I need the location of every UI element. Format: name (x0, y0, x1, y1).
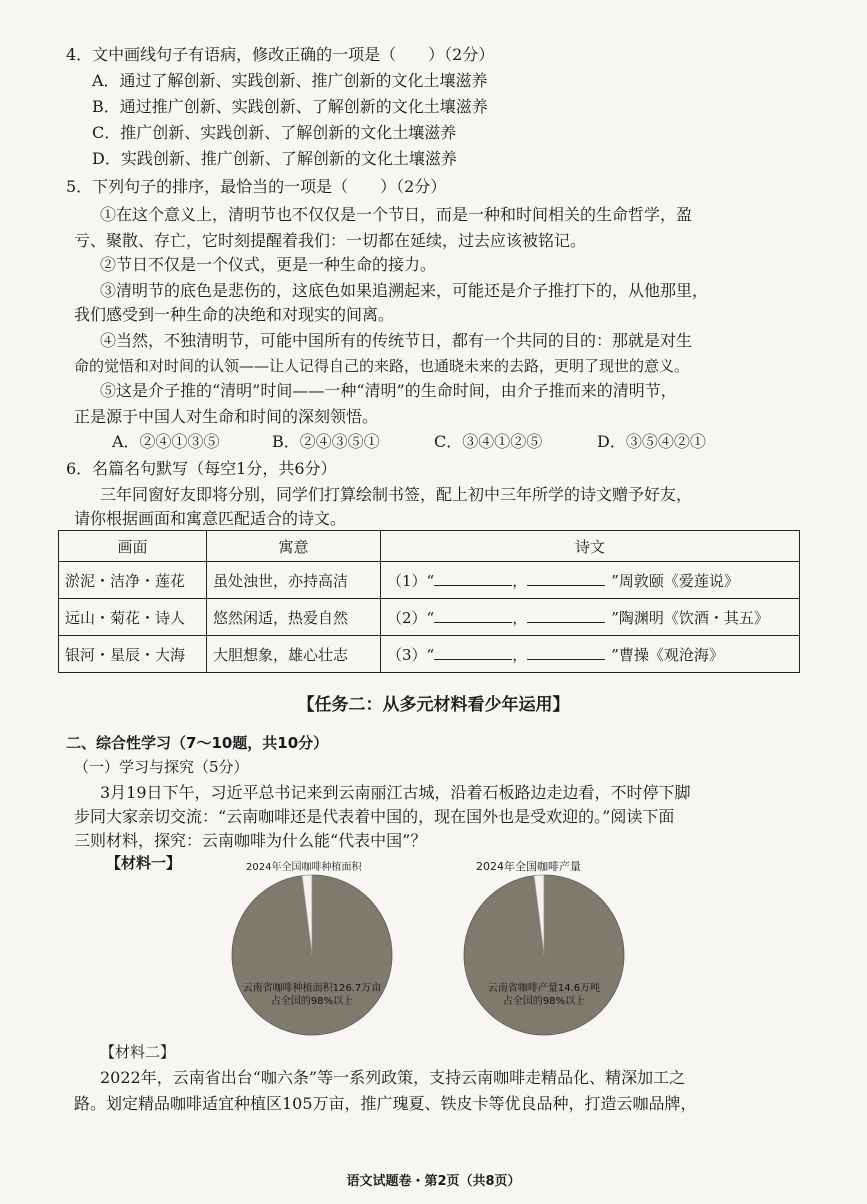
blank-separator: ， (512, 608, 528, 627)
pie-title: 2024年全国咖啡产量 (476, 860, 581, 873)
q6-stem: 6．名篇名句默写（每空1分，共6分） (66, 459, 337, 478)
q5-line: 我们感受到一种生命的决绝和对现实的间离。 (74, 305, 395, 324)
q6-intro: 请你根据画面和寓意匹配适合的诗文。 (74, 509, 347, 528)
poem-source: ”陶渊明《饮酒・其五》 (611, 608, 769, 627)
q4-option-d: D．实践创新、推广创新、了解创新的文化土壤滋养 (92, 149, 457, 168)
scene-cell: 银河・星辰・大海 (59, 636, 207, 673)
q4-option-a: A．通过了解创新、实践创新、推广创新的文化土壤滋养 (92, 71, 488, 90)
paragraph-line: 三则材料，探究：云南咖啡为什么能“代表中国”？ (74, 831, 427, 850)
q5-option-b: B．②④③⑤① (272, 432, 380, 451)
material-two-label: 【材料二】 (100, 1043, 176, 1061)
pie-annotation: 云南省咖啡产量14.6万吨 (487, 983, 601, 994)
q5-option-a: A．②④①③⑤ (112, 432, 220, 451)
scene-cell: 淤泥・洁净・莲花 (59, 562, 207, 599)
q5-option-c: C．③④①②⑤ (434, 432, 543, 451)
q4-option-b: B．通过推广创新、实践创新、了解创新的文化土壤滋养 (92, 97, 488, 116)
blank-number: （2）“ (387, 608, 435, 627)
meaning-cell: 大胆想象，雄心壮志 (207, 636, 381, 673)
q5-line: 亏、聚散、存亡，它时刻提醒着我们：一切都在延续，过去应该被铭记。 (74, 231, 587, 250)
q5-line: ②节日不仅是一个仪式，更是一种生命的接力。 (100, 255, 437, 274)
paragraph-line: 步同大家亲切交流：“云南咖啡还是代表着中国的，现在国外也是受欢迎的。”阅读下面 (74, 807, 675, 826)
header-poem: 诗文 (381, 531, 800, 562)
material-one-label: 【材料一】 (106, 854, 182, 872)
poem-source: ”周敦颐《爱莲说》 (611, 571, 739, 590)
header-scene: 画面 (59, 531, 207, 562)
subsection-heading: （一）学习与探究（5分） (74, 758, 249, 776)
scene-cell: 远山・菊花・诗人 (59, 599, 207, 636)
blank-separator: ， (512, 571, 528, 590)
paragraph-line: 3月19日下午，习近平总书记来到云南丽江古城，沿着石板路边走边看，不时停下脚 (100, 783, 691, 802)
q5-stem: 5．下列句子的排序，最恰当的一项是（ ）（2分） (66, 177, 447, 196)
q4-stem: 4．文中画线句子有语病，修改正确的一项是（ ）（2分） (66, 45, 495, 64)
blank-number: （1）“ (387, 571, 435, 590)
q4-option-c: C．推广创新、实践创新、了解创新的文化土壤滋养 (92, 123, 457, 142)
pie-annotation: 云南省咖啡种植面积126.7万亩 (242, 983, 382, 994)
meaning-cell: 悠然闲适，热爱自然 (207, 599, 381, 636)
paragraph-line: 2022年，云南省出台“咖六条”等一系列政策，支持云南咖啡走精品化、精深加工之 (100, 1068, 686, 1087)
pie-annotation: 占全国的98%以上 (270, 996, 354, 1007)
q5-line: 命的觉悟和对时间的认领——让人记得自己的来路，也通晓未来的去路，更明了现世的意义。 (74, 357, 690, 375)
q5-line: ①在这个意义上，清明节也不仅仅是一个节日，而是一种和时间相关的生命哲学，盈 (100, 205, 693, 224)
pie-title: 2024年全国咖啡种植面积 (246, 862, 362, 873)
page-footer: 语文试题卷・第2页（共8页） (346, 1174, 521, 1189)
q5-line: ④当然，不独清明节，可能中国所有的传统节日，都有一个共同的目的：那就是对生 (100, 331, 693, 350)
q5-line: 正是源于中国人对生命和时间的深刻领悟。 (74, 407, 379, 426)
paragraph-line: 路。划定精品咖啡适宜种植区105万亩，推广瑰夏、铁皮卡等优良品种，打造云咖品牌， (74, 1094, 697, 1113)
header-meaning: 寓意 (207, 531, 381, 562)
q6-intro: 三年同窗好友即将分别，同学们打算绘制书签，配上初中三年所学的诗文赠予好友， (100, 485, 693, 504)
task-title: 【任务二：从多元材料看少年运用】 (297, 695, 570, 715)
q5-line: ③清明节的底色是悲伤的，这底色如果追溯起来，可能还是介子推打下的，从他那里， (100, 281, 709, 300)
pie-annotation: 占全国的98%以上 (502, 996, 586, 1007)
section-heading: 二、综合性学习（7～10题，共10分） (66, 734, 329, 752)
blank-number: （3）“ (387, 645, 435, 664)
meaning-cell: 虽处浊世，亦持高洁 (207, 562, 381, 599)
blank-separator: ， (512, 645, 528, 664)
q5-line: ⑤这是介子推的“清明”时间——一种“清明”的生命时间，由介子推而来的清明节， (100, 381, 677, 400)
q5-option-d: D．③⑤④②① (597, 432, 706, 451)
poem-source: ”曹操《观沧海》 (611, 645, 724, 664)
